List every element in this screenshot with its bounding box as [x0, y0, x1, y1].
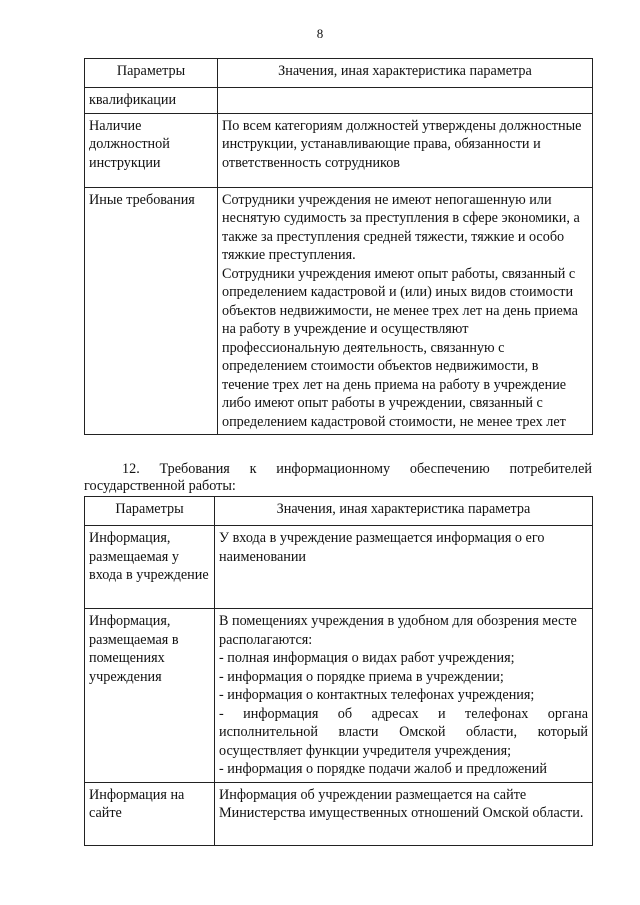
- table-header-row: [85, 497, 593, 526]
- value-paragraph: Сотрудники учреждения не имеют непогашенную или неснятую судимость за преступления в сфере экономики, а также за преступления средней тяжести, тяжкие и особо тяжкие преступления.: [222, 191, 580, 263]
- param-cell: Информация, размещаемая у входа в учреждение: [85, 526, 215, 609]
- table-row: [85, 526, 593, 609]
- value-cell: [218, 187, 593, 435]
- value-intro: В помещениях учреждения в удобном для обозрения месте располагаются:: [219, 613, 577, 648]
- section-12-heading: [84, 461, 592, 495]
- value-cell: [215, 609, 593, 783]
- list-item: - полная информация о видах работ учреждения;: [219, 650, 515, 666]
- value-cell: У входа в учреждение размещается информация о его наименовании: [215, 526, 593, 609]
- param-cell: Иные требования: [85, 187, 218, 435]
- param-cell: Информация на сайте: [85, 782, 215, 845]
- param-cell: Информация, размещаемая в помещениях учреждения: [85, 609, 215, 783]
- list-item: - информация о порядке приема в учреждении;: [219, 668, 504, 685]
- requirements-table: [84, 58, 593, 435]
- header-parameters: Параметры: [85, 497, 215, 526]
- value-cell: [218, 88, 593, 114]
- header-values: Значения, иная характеристика параметра: [215, 497, 593, 526]
- table-row: [85, 187, 593, 435]
- value-cell: Информация об учреждении размещается на сайте Министерства имущественных отношений Омской области.: [215, 782, 593, 845]
- table-header-row: [85, 59, 593, 88]
- param-cell: Наличие должностной инструкции: [85, 113, 218, 187]
- table-row: [85, 113, 593, 187]
- param-cell: квалификации: [85, 88, 218, 114]
- header-values: Значения, иная характеристика параметра: [218, 59, 593, 88]
- page-number: 8: [316, 26, 324, 41]
- value-paragraph: Сотрудники учреждения имеют опыт работы, связанный с определением кадастровой и (или) иных видов стоимости объектов недвижимости, не менее трех лет на день приема на работу в учреждение и осуществляют профессиональную деятельность, связанную с определением стоимости объектов недвижимости, в течение трех лет на день приема на работу в учреждение либо имеют опыт работы в учреждении, связанный с определением кадастровой стоимости, не менее трех лет: [222, 265, 578, 430]
- table-row: [85, 88, 593, 114]
- table-row: [85, 782, 593, 845]
- section-12-text: 12. Требования к информационному обеспечению потребителей государственной работы:: [84, 461, 592, 494]
- information-table: [84, 496, 593, 846]
- list-item: - информация о порядке подачи жалоб и предложений: [219, 761, 547, 777]
- header-parameters: Параметры: [85, 59, 218, 88]
- list-item: - информация о контактных телефонах учреждения;: [219, 687, 535, 703]
- list-item: - информация об адресах и телефонах органа исполнительной власти Омской области, который осуществляет функции учредителя учреждения;: [219, 705, 588, 759]
- value-cell: По всем категориям должностей утверждены должностные инструкции, устанавливающие права, обязанности и ответственность сотрудников: [218, 113, 593, 187]
- table-row: [85, 609, 593, 783]
